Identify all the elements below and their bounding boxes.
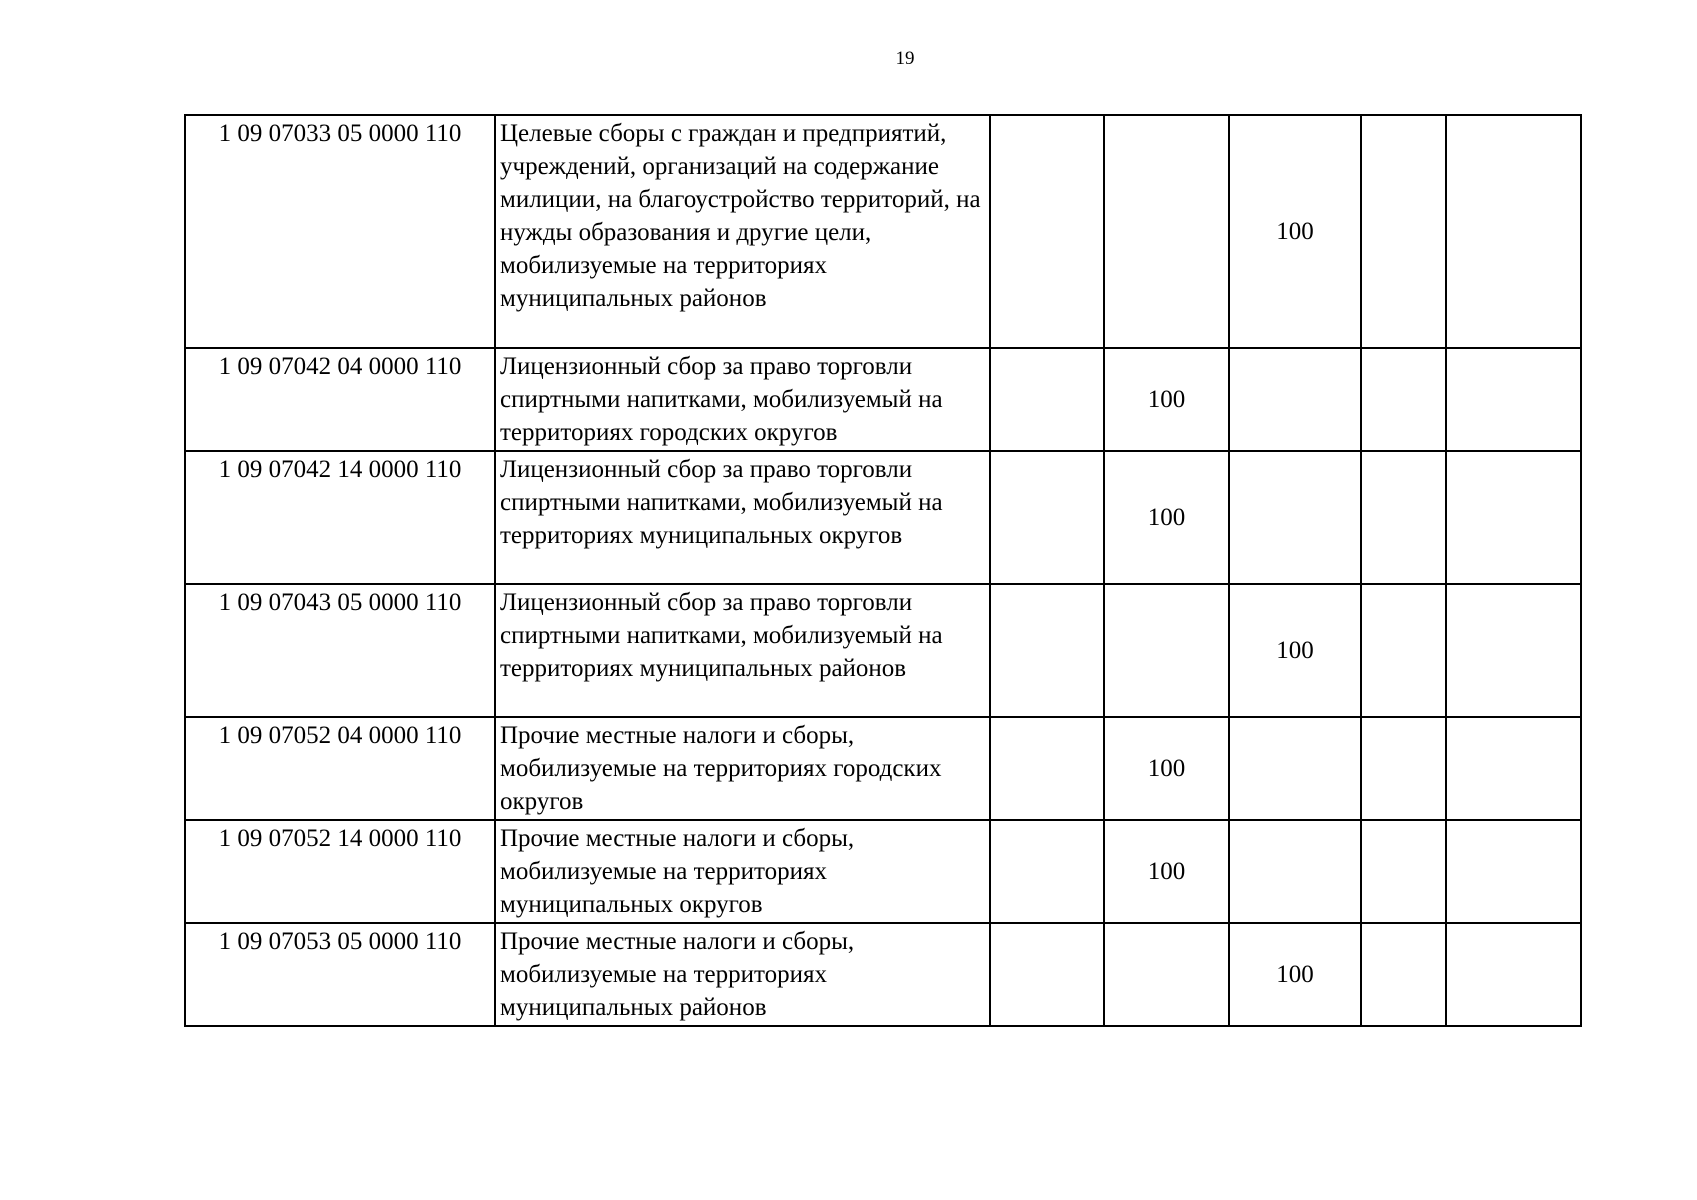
value-cell (1446, 348, 1581, 451)
value-cell: 100 (1229, 584, 1361, 717)
revenue-code-cell: 1 09 07052 14 0000 110 (185, 820, 495, 923)
table-row (185, 451, 1581, 584)
value-cell (1361, 820, 1446, 923)
value-cell: 100 (1104, 820, 1229, 923)
value-cell (1361, 584, 1446, 717)
table-row (185, 348, 1581, 451)
value-cell (1446, 115, 1581, 348)
value-cell (990, 717, 1104, 820)
table-row (185, 923, 1581, 1026)
table-row (185, 717, 1581, 820)
revenue-name-cell: Лицензионный сбор за право торговли спиртными напитками, мобилизуемый на территориях городских округов (495, 348, 990, 451)
page-number: 19 (895, 48, 915, 69)
value-cell (1446, 451, 1581, 584)
table-row (185, 820, 1581, 923)
table-row (185, 584, 1581, 717)
value-cell (1446, 820, 1581, 923)
value-cell (1361, 451, 1446, 584)
value-cell: 100 (1104, 717, 1229, 820)
value-cell (1104, 923, 1229, 1026)
value-cell (990, 820, 1104, 923)
revenue-code-cell: 1 09 07052 04 0000 110 (185, 717, 495, 820)
value-cell (1361, 115, 1446, 348)
value-cell (1229, 820, 1361, 923)
value-cell (1104, 115, 1229, 348)
value-cell: 100 (1229, 115, 1361, 348)
value-cell (1104, 584, 1229, 717)
revenue-name-cell: Целевые сборы с граждан и предприятий, учреждений, организаций на содержание милиции, на благоустройство территорий, на нужды образования и другие цели, мобилизуемые на территориях муниципальных районов (495, 115, 990, 348)
value-cell: 100 (1104, 451, 1229, 584)
table-row (185, 115, 1581, 348)
value-cell (1446, 584, 1581, 717)
revenue-name-cell: Прочие местные налоги и сборы, мобилизуемые на территориях муниципальных районов (495, 923, 990, 1026)
value-cell (1229, 717, 1361, 820)
revenue-code-cell: 1 09 07033 05 0000 110 (185, 115, 495, 348)
value-cell (1229, 348, 1361, 451)
revenue-name-cell: Прочие местные налоги и сборы, мобилизуемые на территориях муниципальных округов (495, 820, 990, 923)
revenue-code-cell: 1 09 07043 05 0000 110 (185, 584, 495, 717)
value-cell (1361, 348, 1446, 451)
value-cell (990, 584, 1104, 717)
value-cell (1361, 717, 1446, 820)
value-cell (1361, 923, 1446, 1026)
value-cell (1446, 923, 1581, 1026)
value-cell (1446, 717, 1581, 820)
revenue-name-cell: Лицензионный сбор за право торговли спиртными напитками, мобилизуемый на территориях муниципальных округов (495, 451, 990, 584)
value-cell (990, 348, 1104, 451)
revenue-code-cell: 1 09 07042 14 0000 110 (185, 451, 495, 584)
value-cell (990, 115, 1104, 348)
revenue-name-cell: Прочие местные налоги и сборы, мобилизуемые на территориях городских округов (495, 717, 990, 820)
revenue-name-cell: Лицензионный сбор за право торговли спиртными напитками, мобилизуемый на территориях муниципальных районов (495, 584, 990, 717)
value-cell (990, 451, 1104, 584)
budget-revenue-table (184, 114, 1582, 1027)
revenue-code-cell: 1 09 07042 04 0000 110 (185, 348, 495, 451)
value-cell: 100 (1229, 923, 1361, 1026)
value-cell: 100 (1104, 348, 1229, 451)
value-cell (990, 923, 1104, 1026)
revenue-code-cell: 1 09 07053 05 0000 110 (185, 923, 495, 1026)
value-cell (1229, 451, 1361, 584)
